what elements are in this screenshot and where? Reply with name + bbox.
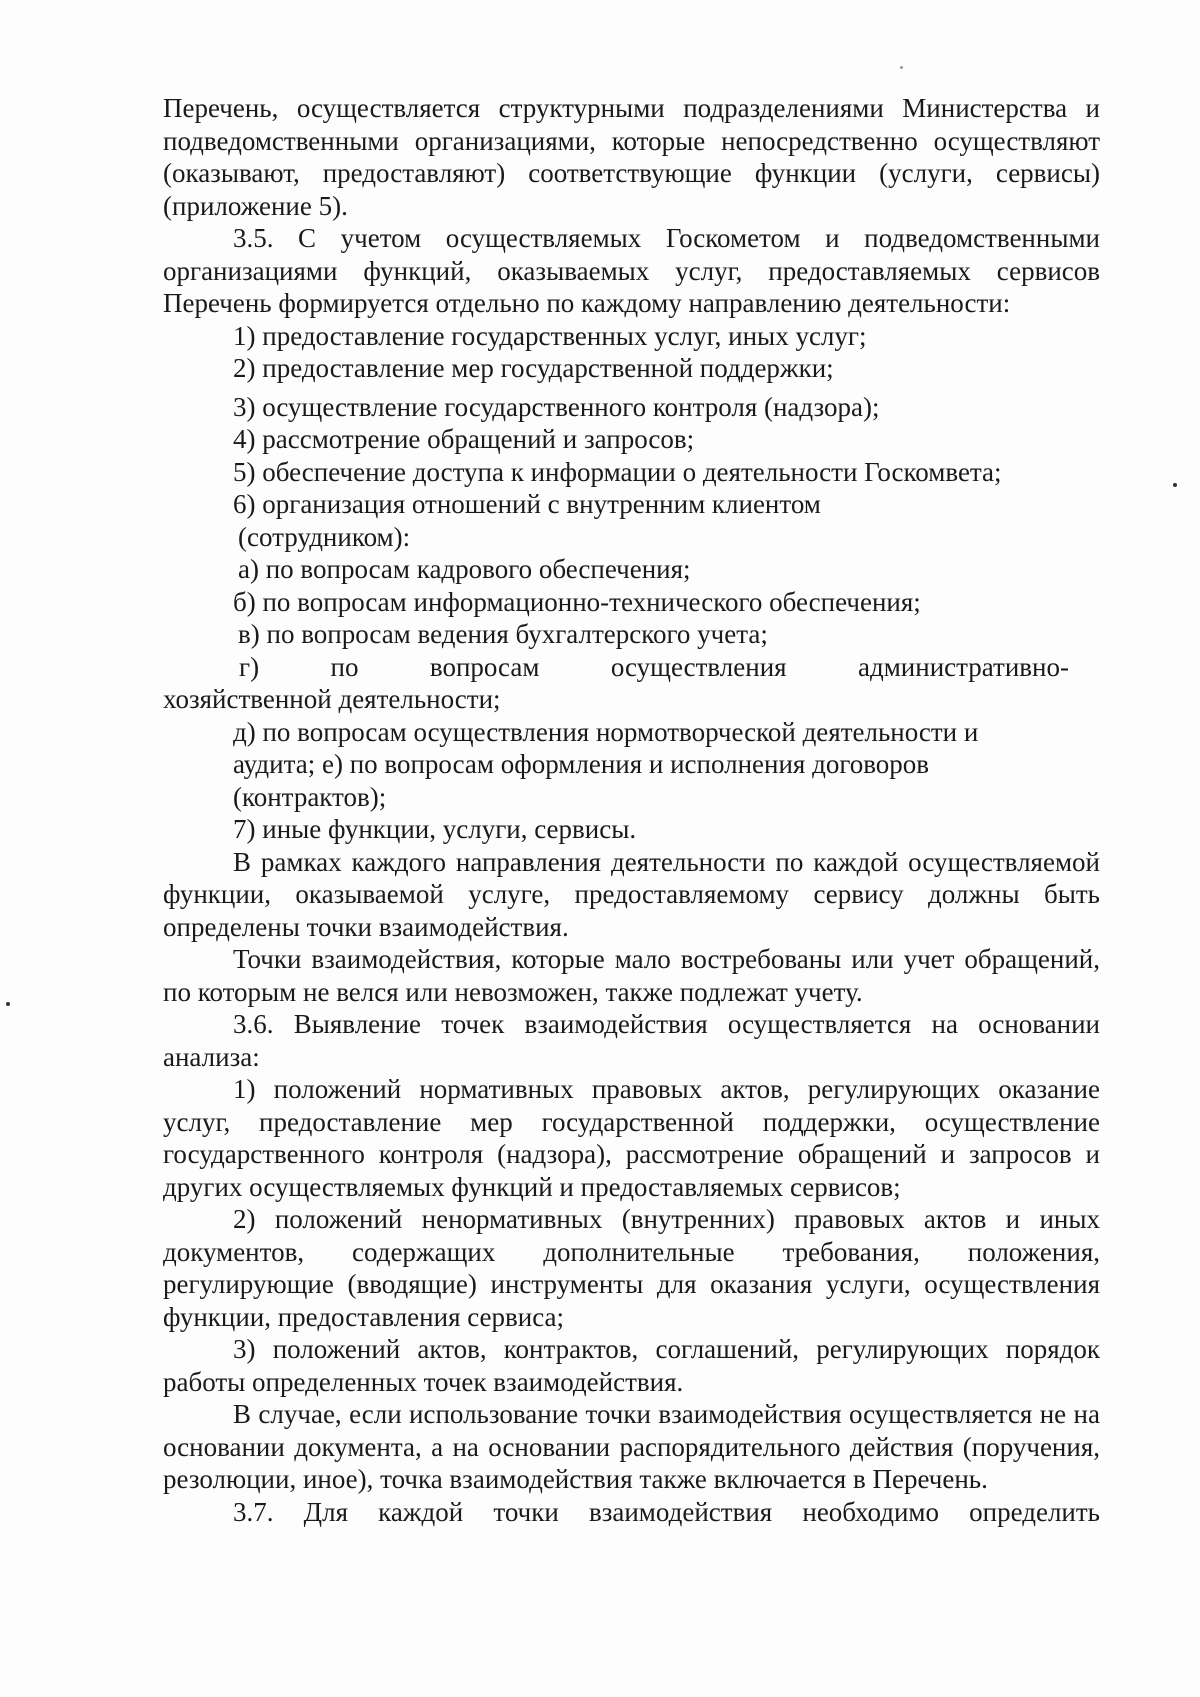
paragraph-3-7: 3.7. Для каждой точки взаимодействия необходимо определить	[233, 1496, 1100, 1527]
list-item-7: 7) иные функции, услуги, сервисы.	[233, 814, 637, 844]
list-item-2: 2) предоставление мер государственной поддержки;	[233, 353, 834, 383]
scan-speck	[900, 66, 903, 69]
sub-item-g-continued: хозяйственной деятельности;	[163, 684, 501, 714]
analysis-item-1: 1) положений нормативных правовых актов, регулирующих оказание услуг, предоставление мер государственной поддержки, осуществление государственного контроля (надзора), рассмотрение обращений и запросов и других осуществляемых функций и предоставляемых сервисов;	[163, 1074, 1100, 1202]
sub-item-d: д) по вопросам осуществления нормотворческой деятельности и	[233, 716, 979, 747]
scan-speck	[1173, 483, 1177, 487]
list-item-1: 1) предоставление государственных услуг, иных услуг;	[233, 320, 867, 351]
paragraph-case: В случае, если использование точки взаимодействия осуществляется не на основании документа, а на основании распорядительного действия (поручения, резолюции, иное), точка взаимодействия также включается в Перечень.	[163, 1399, 1100, 1494]
sub-item-v: в) по вопросам ведения бухгалтерского учета;	[238, 619, 768, 649]
paragraph-touchpoints: Точки взаимодействия, которые мало востребованы или учет обращений, по которым не велся или невозможен, также подлежат учету.	[163, 944, 1100, 1007]
paragraph-3-6: 3.6. Выявление точек взаимодействия осуществляется на основании анализа:	[163, 1009, 1100, 1072]
sub-item-d-end: (контрактов);	[233, 781, 387, 812]
sub-item-g: г) по вопросам осуществления административно-	[239, 651, 1069, 682]
paragraph-3-5: 3.5. С учетом осуществляемых Госкометом и подведомственными организациями функций, оказываемых услуг, предоставляемых сервисов Перечень формируется отдельно по каждому направлению деятельности:	[163, 223, 1100, 318]
sub-item-b: б) по вопросам информационно-технического обеспечения;	[233, 586, 921, 617]
list-item-6-continued: (сотрудником):	[238, 521, 411, 552]
scan-speck	[6, 1002, 10, 1006]
list-item-6: 6) организация отношений с внутренним клиентом	[233, 489, 821, 519]
paragraph-scope: В рамках каждого направления деятельности по каждой осуществляемой функции, оказываемой услуге, предоставляемому сервису должны быть определены точки взаимодействия.	[163, 846, 1100, 942]
list-item-3: 3) осуществление государственного контроля (надзора);	[233, 391, 880, 422]
sub-item-d-continued: аудита; е) по вопросам оформления и исполнения договоров	[233, 749, 930, 779]
sub-item-a: а) по вопросам кадрового обеспечения;	[238, 554, 691, 584]
list-item-5: 5) обеспечение доступа к информации о деятельности Госкомвета;	[233, 456, 1002, 487]
paragraph-intro: Перечень, осуществляется структурными подразделениями Министерства и подведомственными организациями, которые непосредственно осуществляют (оказывают, предоставляют) соответствующие функции (услуги, сервисы) (приложение 5).	[163, 93, 1100, 221]
analysis-item-2: 2) положений ненормативных (внутренних) правовых актов и иных документов, содержащих дополнительные требования, положения, регулирующие (вводящие) инструменты для оказания услуги, осуществления функции, предоставления сервиса;	[163, 1204, 1100, 1332]
analysis-item-3: 3) положений актов, контрактов, соглашений, регулирующих порядок работы определенных точек взаимодействия.	[163, 1334, 1100, 1397]
document-body	[163, 92, 1100, 1528]
list-item-4: 4) рассмотрение обращений и запросов;	[233, 424, 695, 454]
